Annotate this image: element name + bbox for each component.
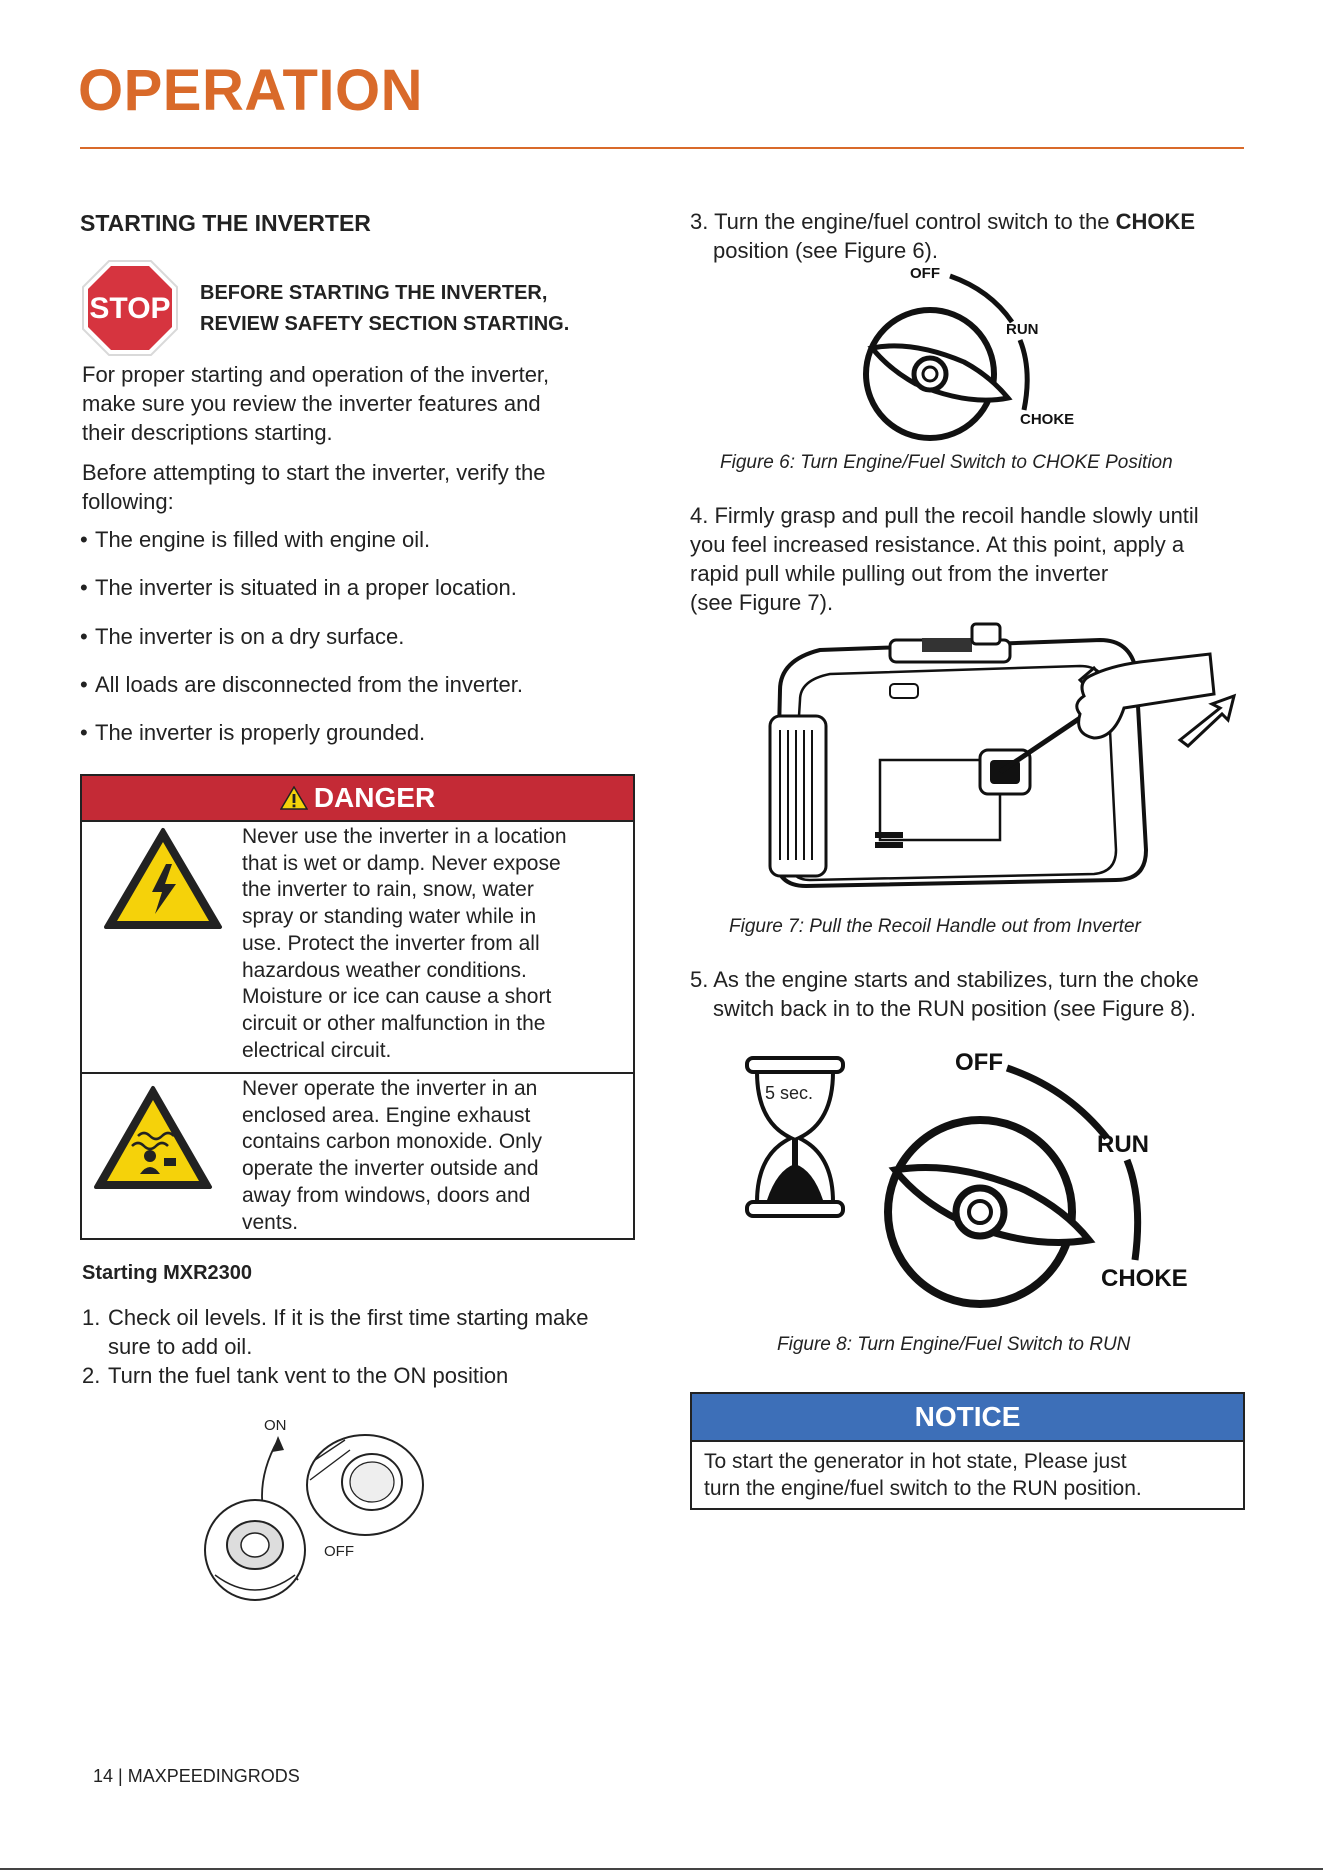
danger-text bbox=[242, 1076, 627, 1236]
subheading: Starting MXR2300 bbox=[82, 1262, 253, 1284]
danger-text bbox=[242, 824, 627, 1064]
vent-on-label: ON bbox=[264, 1417, 287, 1434]
paragraph-line: For proper starting and operation of the inverter, bbox=[82, 362, 550, 387]
figure-6-caption: Figure 6: Turn Engine/Fuel Switch to CHOKE Position bbox=[720, 452, 1173, 473]
fig6-run-label: RUN bbox=[1006, 321, 1039, 338]
danger-line: hazardous weather conditions. bbox=[242, 958, 527, 982]
notice-line: To start the generator in hot state, Please just bbox=[704, 1450, 1127, 1473]
checklist-item: • The inverter is on a dry surface. bbox=[80, 624, 405, 649]
intro-paragraph bbox=[82, 360, 549, 447]
danger-line: use. Protect the inverter from all bbox=[242, 931, 540, 955]
step-5 bbox=[690, 965, 1199, 1023]
danger-box bbox=[80, 774, 635, 1240]
toxic-fumes-warning-icon bbox=[92, 1084, 214, 1192]
fig8-choke-label: CHOKE bbox=[1101, 1265, 1188, 1292]
step-line: switch back in to the RUN position (see Figure 8). bbox=[713, 996, 1196, 1021]
fuel-cap bbox=[972, 624, 1000, 644]
danger-line: away from windows, doors and bbox=[242, 1183, 531, 1207]
step-line: sure to add oil. bbox=[108, 1334, 253, 1359]
generator-recoil-figure bbox=[750, 620, 1250, 910]
fig8-run-label: RUN bbox=[1097, 1131, 1149, 1158]
danger-heading: DANGER bbox=[313, 782, 436, 813]
danger-line: enclosed area. Engine exhaust bbox=[242, 1103, 531, 1127]
choke-switch-figure bbox=[850, 262, 1100, 442]
stop-note-line: REVIEW SAFETY SECTION STARTING. bbox=[200, 313, 570, 335]
title-divider bbox=[80, 147, 1244, 149]
step-3 bbox=[690, 207, 1195, 265]
stop-note bbox=[200, 278, 569, 340]
verify-paragraph bbox=[82, 458, 545, 516]
checklist-item: • All loads are disconnected from the inverter. bbox=[80, 672, 524, 697]
timer-label: 5 sec. bbox=[765, 1083, 814, 1103]
fig6-choke-label: CHOKE bbox=[1020, 411, 1075, 428]
stop-note-line: BEFORE STARTING THE INVERTER, bbox=[200, 282, 548, 304]
checklist-item: • The engine is filled with engine oil. bbox=[80, 527, 431, 552]
step-1 bbox=[82, 1303, 589, 1361]
stop-sign-icon bbox=[80, 258, 180, 358]
fig8-off-label: OFF bbox=[955, 1049, 1003, 1076]
step-number: 1. bbox=[82, 1305, 101, 1330]
step-4 bbox=[690, 501, 1199, 617]
danger-line: the inverter to rain, snow, water bbox=[242, 878, 534, 902]
hourglass-icon bbox=[747, 1058, 843, 1216]
notice-box bbox=[690, 1392, 1245, 1510]
vent-off-label: OFF bbox=[324, 1543, 354, 1560]
danger-line: operate the inverter outside and bbox=[242, 1157, 539, 1181]
step-emphasis: CHOKE bbox=[1115, 209, 1196, 234]
paragraph-line: their descriptions starting. bbox=[82, 420, 333, 445]
section-heading: STARTING THE INVERTER bbox=[80, 210, 371, 236]
checklist-item: • The inverter is situated in a proper location. bbox=[80, 575, 517, 600]
page-title: OPERATION bbox=[78, 58, 423, 123]
figure-7-caption: Figure 7: Pull the Recoil Handle out from Inverter bbox=[729, 916, 1141, 937]
danger-row bbox=[82, 820, 633, 1074]
step-line: 5. As the engine starts and stabilizes, turn the choke bbox=[690, 967, 1199, 992]
step-line: rapid pull while pulling out from the inverter bbox=[690, 561, 1109, 586]
fig6-off-label: OFF bbox=[910, 265, 940, 282]
danger-line: Never use the inverter in a location bbox=[242, 825, 567, 848]
danger-line: electrical circuit. bbox=[242, 1038, 392, 1062]
danger-line: circuit or other malfunction in the bbox=[242, 1011, 546, 1035]
figure-8-caption: Figure 8: Turn Engine/Fuel Switch to RUN bbox=[777, 1334, 1131, 1355]
step-line: 3. Turn the engine/fuel control switch to the bbox=[690, 209, 1116, 234]
notice-line: turn the engine/fuel switch to the RUN position. bbox=[704, 1477, 1142, 1500]
notice-text bbox=[692, 1442, 1243, 1508]
checklist-item: • The inverter is properly grounded. bbox=[80, 720, 426, 745]
danger-line: Never operate the inverter in an bbox=[242, 1077, 538, 1100]
step-line: Turn the fuel tank vent to the ON position bbox=[108, 1363, 509, 1388]
page-footer: 14 | MAXPEEDINGRODS bbox=[93, 1766, 300, 1786]
warning-triangle-icon bbox=[280, 786, 308, 810]
notice-heading: NOTICE bbox=[692, 1394, 1243, 1442]
danger-line: vents. bbox=[242, 1210, 299, 1234]
danger-line: Moisture or ice can cause a short bbox=[242, 985, 552, 1009]
danger-line: contains carbon monoxide. Only bbox=[242, 1130, 542, 1154]
step-line: position (see Figure 6). bbox=[713, 238, 938, 263]
fuel-vent-figure bbox=[190, 1410, 440, 1610]
step-line: Check oil levels. If it is the first time starting make bbox=[108, 1305, 589, 1330]
step-line: (see Figure 7). bbox=[690, 590, 834, 615]
danger-row bbox=[82, 1074, 633, 1238]
step-line: you feel increased resistance. At this point, apply a bbox=[690, 532, 1185, 557]
step-number: 2. bbox=[82, 1363, 101, 1388]
paragraph-line: Before attempting to start the inverter, verify the bbox=[82, 460, 546, 485]
run-switch-figure bbox=[735, 1040, 1215, 1320]
electric-shock-warning-icon bbox=[102, 826, 224, 932]
danger-header bbox=[82, 776, 633, 822]
vent-arrow-head bbox=[272, 1436, 284, 1452]
step-2 bbox=[82, 1361, 508, 1390]
stop-sign-label: STOP bbox=[89, 292, 171, 325]
pull-arrow-icon bbox=[1180, 696, 1234, 746]
paragraph-line: make sure you review the inverter features and bbox=[82, 391, 541, 416]
danger-line: that is wet or damp. Never expose bbox=[242, 851, 561, 875]
step-line: 4. Firmly grasp and pull the recoil handle slowly until bbox=[690, 503, 1199, 528]
paragraph-line: following: bbox=[82, 489, 174, 514]
danger-line: spray or standing water while in bbox=[242, 905, 537, 929]
